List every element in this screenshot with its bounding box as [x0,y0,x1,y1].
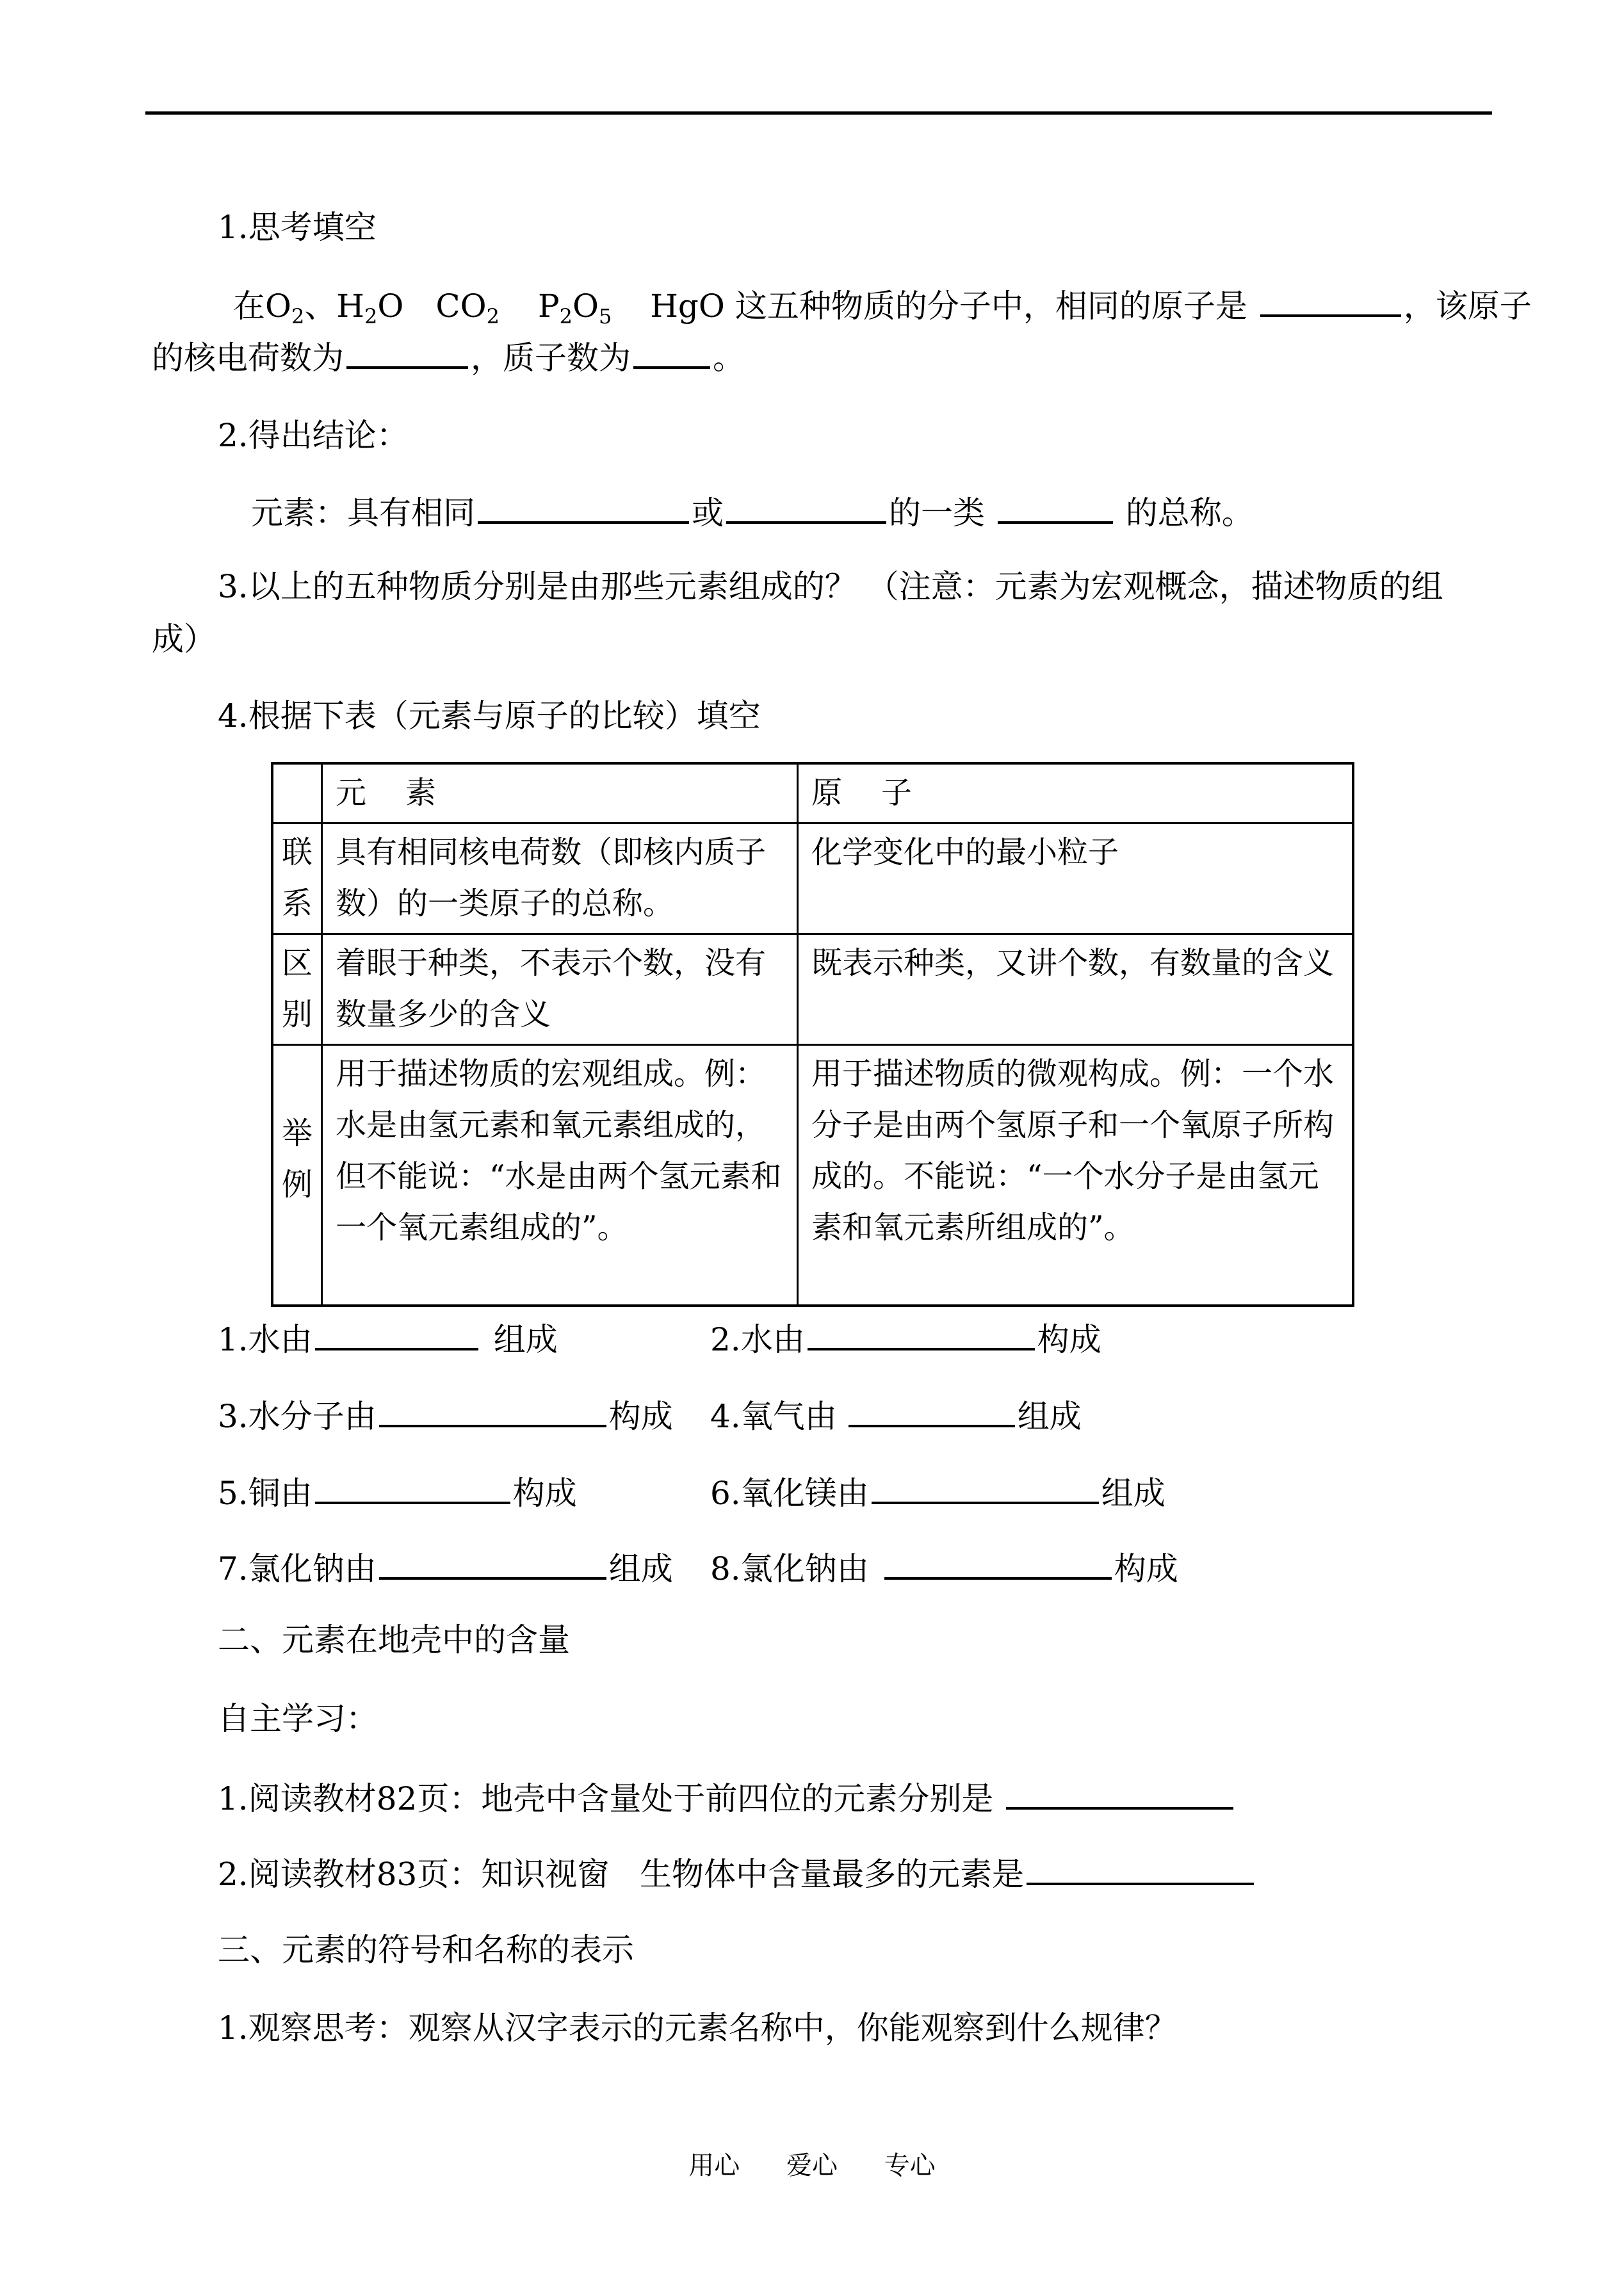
q2-text-c: 的一类 [889,494,985,531]
fill-in-6: 6.氧化镁由 组成 [710,1475,1165,1512]
blank-crust-elements[interactable] [1006,1779,1233,1810]
q1-prefix: 在 [233,288,265,325]
q1-text-c: 的核电荷数为 [152,339,344,377]
header-rule [145,111,1492,115]
q2-line [251,493,1254,532]
fill-in-5: 5.铜由 构成 [218,1475,577,1512]
blank-fill-5[interactable] [315,1473,510,1504]
page-footer [0,2145,1624,2182]
row-label-example: 举例 [272,1045,322,1306]
table-header-corner [272,763,322,823]
table-row [272,1045,1353,1306]
table-header-atom: 原 子 [798,763,1354,823]
q1-text-a: 这五种物质的分子中，相同的原子是 [735,288,1247,325]
blank-fill-2[interactable] [808,1320,1035,1350]
footer-motto-2: 爱心 [786,2151,838,2180]
section2-title: 二、元素在地壳中的含量 [218,1621,570,1658]
q2-text-b: 或 [692,494,724,531]
q1-text-e: 。 [713,339,745,377]
q2-title: 2.得出结论： [218,417,409,454]
blank-fill-7[interactable] [379,1549,606,1580]
fill-in-2: 2.水由 构成 [710,1321,1101,1358]
row-label-relation: 联系 [272,823,322,934]
blank-fill-4[interactable] [849,1397,1015,1427]
formula-h2o: $H_2O$ [336,288,404,328]
cell-element: 着眼于种类，不表示个数，没有数量多少的含义 [322,934,798,1045]
q2-text-d: 的总称。 [1125,494,1254,531]
fill-in-4: 4.氧气由 组成 [710,1398,1082,1435]
formula-p2o5: $P_2O_5$ [537,288,612,328]
self-study-label: 自主学习： [218,1700,378,1737]
q2-text-a: 元素：具有相同 [251,494,475,531]
blank-q2-2[interactable] [726,493,886,524]
cell-atom: 既表示种类，又讲个数，有数量的含义 [798,934,1354,1045]
table-row [272,823,1353,934]
fill-in-3: 3.水分子由 构成 [218,1398,673,1435]
footer-motto-3: 专心 [884,2151,936,2180]
q1-title: 1.思考填空 [218,209,377,246]
section3-item-1: 1.观察思考：观察从汉字表示的元素名称中，你能观察到什么规律？ [218,2009,1177,2047]
blank-proton-number[interactable] [633,338,710,369]
cell-atom: 化学变化中的最小粒子 [798,823,1354,934]
fill-in-8: 8.氯化钠由 构成 [710,1550,1178,1587]
fill-in-1: 1.水由 组成 [218,1321,558,1358]
blank-same-atom[interactable] [1260,286,1401,317]
blank-q2-1[interactable] [478,493,689,524]
blank-organism-element[interactable] [1027,1854,1254,1885]
row-label-difference: 区别 [272,934,322,1045]
blank-q2-3[interactable] [998,493,1113,524]
section2-item-1: 1.阅读教材82页：地壳中含量处于前四位的元素分别是 [218,1779,1236,1818]
section2-item-2: 2.阅读教材83页：知识视窗 生物体中含量最多的元素是 [218,1854,1256,1894]
q1-line [233,286,1532,328]
q1-text-b: ，该原子 [1403,288,1532,325]
section3-title: 三、元素的符号和名称的表示 [218,1931,634,1968]
q1-text-d: ，质子数为 [471,339,631,377]
cell-element: 具有相同核电荷数（即核内质子数）的一类原子的总称。 [322,823,798,934]
table-header-row [272,763,1353,823]
table-header-element: 元 素 [322,763,798,823]
cell-element: 用于描述物质的宏观组成。例：水是由氢元素和氧元素组成的，但不能说：“水是由两个氢元素和一个氧元素组成的”。 [322,1045,798,1306]
q1-line-2 [152,338,745,377]
cell-atom: 用于描述物质的微观构成。例：一个水分子是由两个氢原子和一个氧原子所构成的。不能说：“一个水分子是由氢元素和氧元素所组成的”。 [798,1045,1354,1306]
blank-fill-6[interactable] [872,1473,1099,1504]
table-row [272,934,1353,1045]
formula-hgo: HgO [650,288,725,325]
q4-title: 4.根据下表（元素与原子的比较）填空 [218,697,761,734]
blank-fill-8[interactable] [884,1549,1112,1580]
q3-line-1: 3.以上的五种物质分别是由那些元素组成的？ （注意：元素为宏观概念，描述物质的组 [218,568,1443,605]
blank-fill-3[interactable] [379,1397,606,1427]
q3-line-2: 成） [152,620,216,658]
comparison-table [271,762,1354,1307]
blank-fill-1[interactable] [315,1320,478,1350]
footer-motto-1: 用心 [688,2151,740,2180]
fill-in-7: 7.氯化钠由 组成 [218,1550,673,1587]
formula-o2: $O_2$、 [265,288,337,328]
formula-co2: $CO_2$ [435,288,499,328]
blank-nuclear-charge[interactable] [346,338,468,369]
